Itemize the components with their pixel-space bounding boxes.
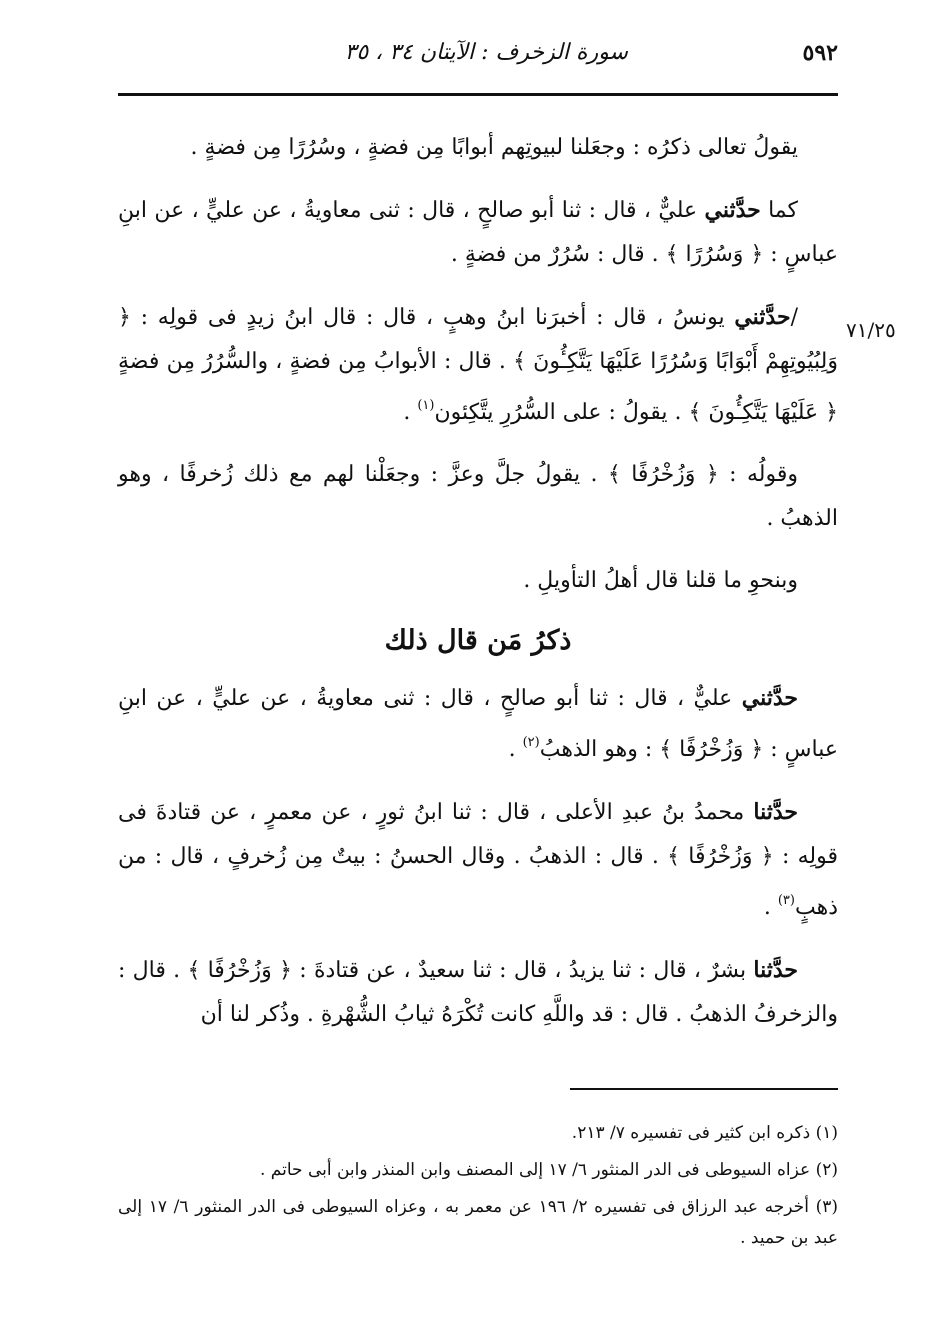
paragraph [118,948,838,1037]
text-segment: : وهو الذهبُ [539,737,660,762]
narration-keyword: حدَّثني [741,685,798,711]
text-segment: . قال : الأبوابُ مِن فضةٍ ، والسُّرُرُ مِن فضةٍ [118,349,514,374]
paragraphs-after-heading [118,676,838,1037]
text-segment: . يقولُ : على السُّرُرِ يتَّكِئون [434,400,689,425]
text-segment: . يقولُ جلَّ وعزَّ : وجعَلْنا لهم مع ذلك زُخرفًا ، وهو الذهبُ . [118,462,838,531]
text-segment: . [763,895,778,920]
text-segment: عليٌّ ، قال : ثنا أبو صالحٍ ، قال : ثنى معاويةُ ، عن عليٍّ ، عن ابنِ عباسٍ : [118,686,838,762]
text-segment: يونسُ ، قال : أخبرَنا ابنُ وهبٍ ، قال : قال ابنُ زيدٍ فى قولِه : [130,305,735,330]
footnote: (٣) أخرجه عبد الرزاق فى تفسيره ٢/ ١٩٦ عن معمر به ، وعزاه السيوطى فى الدر المنثور ٦/ ١٧ إلى عبد بن حميد . [118,1197,838,1248]
footnote-marker: (٣) [777,893,795,908]
footnote: (٢) عزاه السيوطى فى الدر المنثور ٦/ ١٧ إلى المصنف وابن المنذر وابن أبى حاتم . [260,1160,838,1180]
paragraphs-before-heading [118,126,838,603]
quran-quote: ﴿ وَزُخْرُفًا ﴾ [667,844,774,869]
page-number: ٥٩٢ [802,40,838,66]
quran-quote: ﴿ وَزُخْرُفًا ﴾ [187,958,292,983]
footnote-rule [570,1088,838,1090]
margin-reference: ٧١/٢٥ [846,318,896,342]
footnote-marker: (١) [417,398,435,413]
narration-keyword: حدَّثني [734,304,791,330]
quran-quote: ﴿ وَلِبُيُوتِهِمْ أَبْوَابًا وَسُرُرًا عَلَيْهَا يَتَّكِـُٔونَ ﴾ [118,305,838,374]
paragraph [118,295,838,435]
text-segment: . قال : والزخرفُ الذهبُ . قال : قد واللَّهِ كانت تُكْرَهُ ثيابُ الشُّهْرةِ . وذُكر لنا أن [118,958,838,1027]
narration-keyword: حدَّثنا [753,957,798,983]
quran-quote: ﴿ وَزُخْرُفًا ﴾ [659,737,764,762]
text-segment: بشرٌ ، قال : ثنا يزيدُ ، قال : ثنا سعيدٌ ، عن قتادةَ : [291,958,754,983]
paragraph [118,453,838,541]
paragraph [118,188,838,277]
text-segment: وبنحوِ ما قلنا قال أهلُ التأويلِ . [523,568,798,593]
text-segment: / [790,305,798,330]
footnote: (١) ذكره ابن كثير فى تفسيره ٧/ ٢١٣. [571,1123,838,1143]
footnote-marker: (٢) [522,735,540,750]
text-segment: . [508,737,523,762]
paragraph [118,790,838,930]
text-segment: يقولُ تعالى ذكرُه : وجعَلنا لبيوتِهم أبوابًا مِن فضةٍ ، وسُرُرًا مِن فضةٍ . [190,135,798,160]
quran-quote: ﴿ وَزُخْرُفًا ﴾ [607,462,719,487]
paragraph [118,559,838,603]
text-segment: كما [760,198,798,223]
text-segment: . [403,400,418,425]
main-text [118,126,838,1055]
quran-quote: ﴿ عَلَيْهَا يَتَّكِـُٔونَ ﴾ [688,400,838,425]
text-segment: . قال : الذهبُ . وقال الحسنُ : بيتٌ مِن زُخرفٍ ، قال : من ذهبٍ [118,844,838,920]
narration-keyword: حدَّثني [704,197,761,223]
text-segment: عليٌّ ، قال : ثنا أبو صالحٍ ، قال : ثنى معاويةُ ، عن عليٍّ ، عن ابنِ عباسٍ : [118,198,838,267]
paragraph [118,126,838,170]
header-rule [118,93,838,96]
page-header [118,36,838,80]
text-segment: وقولُه : [718,462,798,487]
quran-quote: ﴿ وَسُرُرًا ﴾ [665,242,764,267]
section-heading: ذكرُ مَن قال ذلك [384,625,572,656]
running-title: سورة الزخرف : الآيتان ٣٤ ، ٣٥ [344,40,628,65]
paragraph [118,676,838,772]
narration-keyword: حدَّثنا [753,799,798,825]
text-segment: محمدُ بنُ عبدِ الأعلى ، قال : ثنا ابنُ ثورٍ ، عن معمرٍ ، عن قتادةَ فى قولِه : [118,800,838,869]
footnotes [118,1118,838,1260]
text-segment: . قال : سُرُرٌ من فضةٍ . [450,242,666,267]
